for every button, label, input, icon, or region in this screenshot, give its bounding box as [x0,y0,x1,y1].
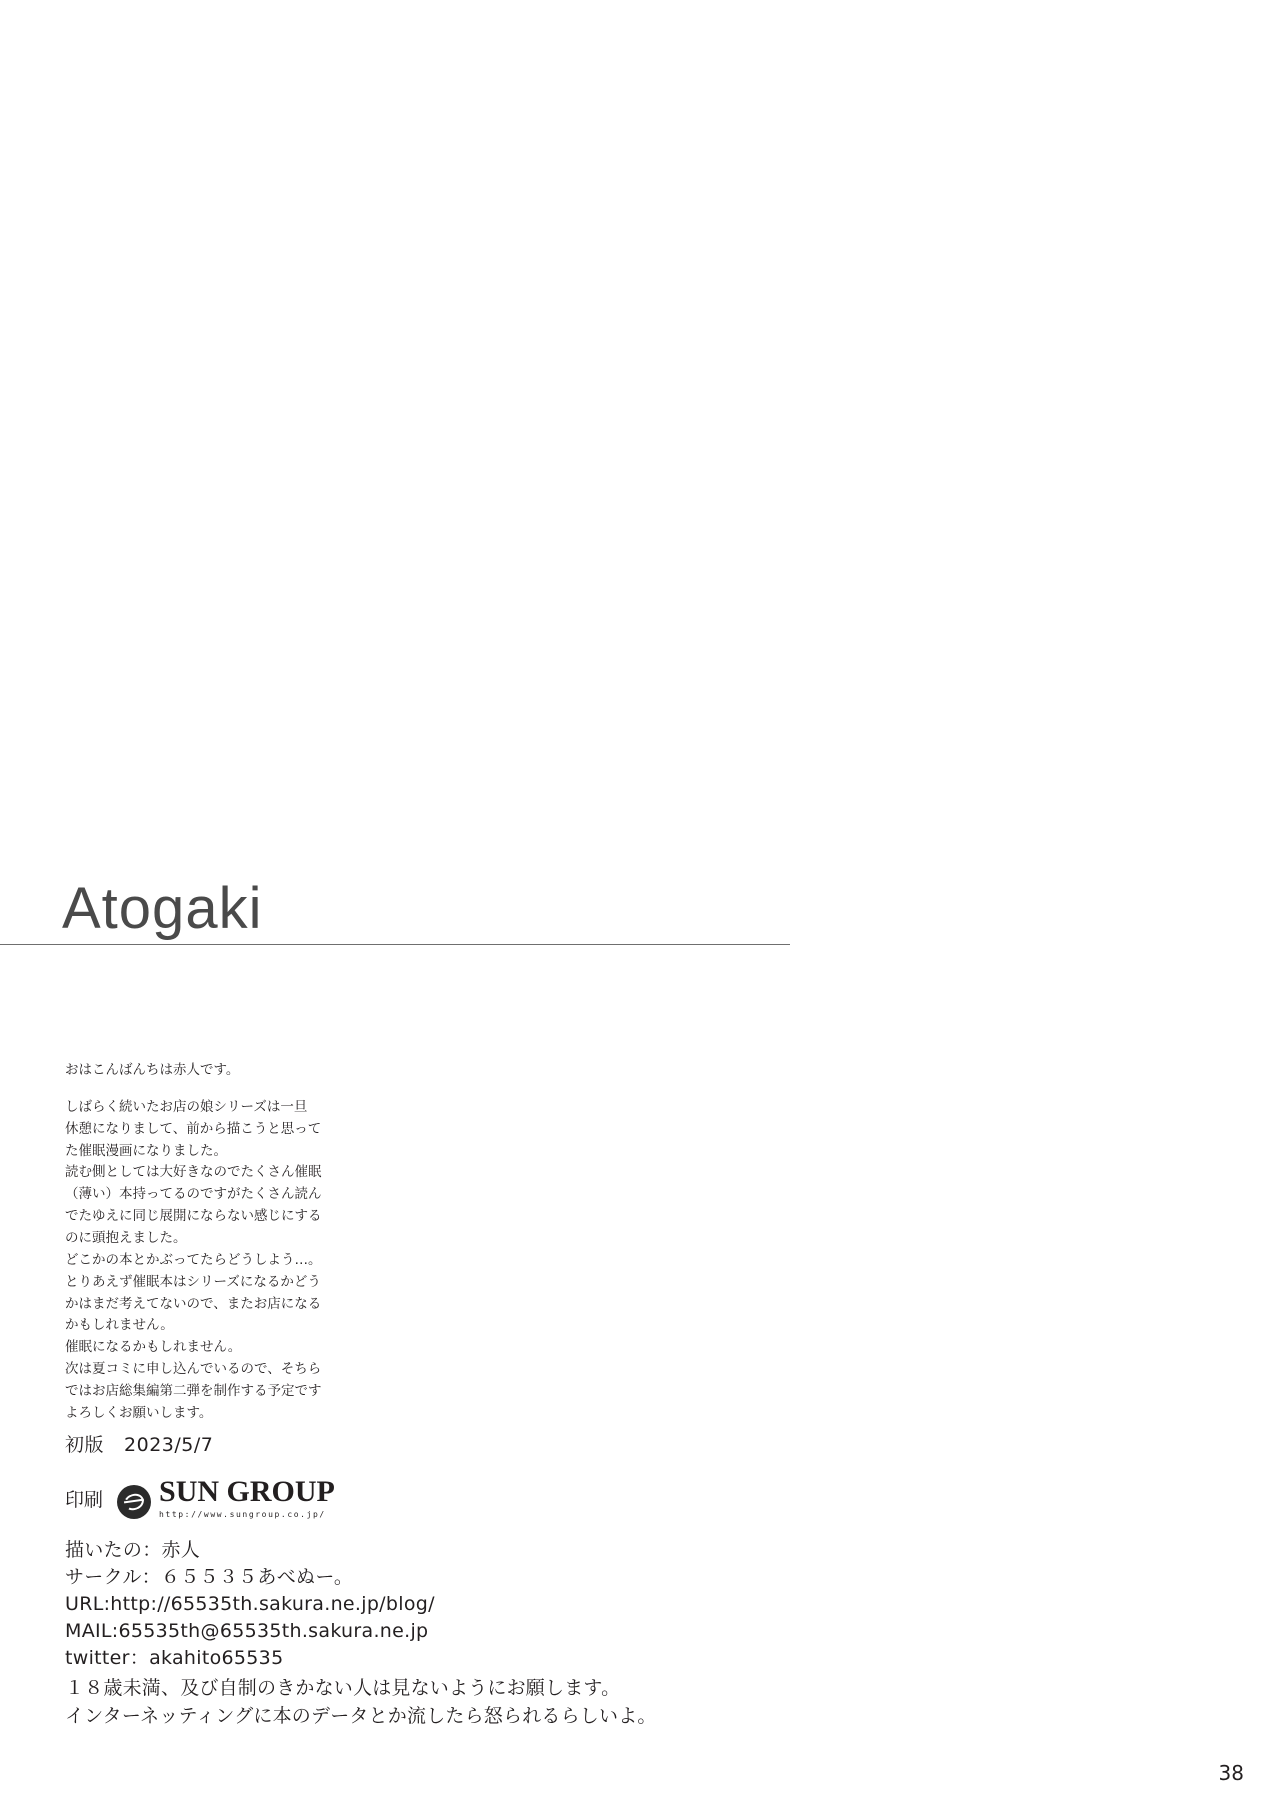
contact-block [65,1537,765,1672]
contact-line-url: URL:http://65535th.sakura.ne.jp/blog/ [65,1592,435,1615]
afterword-line: ではお店総集編第二弾を制作する予定です [65,1383,322,1400]
printer-name: SUN GROUP [159,1475,335,1508]
sun-circle-icon [117,1485,151,1519]
contact-line-mail: MAIL:65535th@65535th.sakura.ne.jp [65,1619,429,1642]
afterword-line: 催眠になるかもしれません。 [65,1339,242,1356]
printer-url: http://www.sungroup.co.jp/ [159,1510,326,1519]
afterword-line: （薄い）本持ってるのですがたくさん読ん [65,1186,322,1203]
afterword-line: かもしれません。 [65,1317,174,1334]
afterword-line: た催眠漫画になりました。 [65,1142,227,1159]
afterword-line: 読む側としては大好きなのでたくさん催眠 [65,1164,322,1181]
edition-row [65,1430,765,1457]
sun-group-logo-text [159,1477,335,1519]
edition-date: 2023/5/7 [124,1434,214,1456]
afterword-line: どこかの本とかぶってたらどうしよう…。 [65,1251,322,1268]
contact-line-twitter: twitter：akahito65535 [65,1646,284,1669]
page-title: Atogaki [62,876,263,941]
afterword-text [65,1060,395,1425]
title-divider [0,944,790,945]
afterword-line: よろしくお願いします。 [65,1404,213,1421]
page-number: 38 [1218,1761,1244,1785]
afterword-line: のに頭抱えました。 [65,1230,187,1247]
afterword-greeting: おはこんばんちは赤人です。 [65,1062,240,1078]
afterword-line: かはまだ考えてないので、またお店になる [65,1295,322,1312]
sun-group-logo [117,1477,335,1519]
afterword-line: しばらく続いたお店の娘シリーズは一旦 [65,1098,308,1115]
notice-line: インターネッティングに本のデータとか流したら怒られるらしいよ。 [65,1704,657,1727]
afterword-line: とりあえず催眠本はシリーズになるかどう [65,1273,321,1290]
contact-line-artist: 描いたの：赤人 [65,1539,201,1561]
notice-line: １８歳未満、及び自制のきかない人は見ないようにお願します。 [65,1677,621,1699]
afterword-line: 次は夏コミに申し込んでいるので、そちら [65,1361,322,1378]
contact-line-circle: サークル：６５５３５あべぬー。 [65,1565,354,1588]
printer-row [65,1477,765,1519]
afterword-line: 休憩になりまして、前から描こうと思って [65,1120,322,1137]
colophon [65,1430,765,1672]
page-title-block [0,876,790,945]
paragraph-gap [65,1082,395,1097]
edition-label: 初版 [65,1434,105,1456]
legal-notice [65,1675,825,1730]
afterword-line: でたゆえに同じ展開にならない感じにする [65,1208,322,1225]
printer-label: 印刷 [65,1488,104,1511]
